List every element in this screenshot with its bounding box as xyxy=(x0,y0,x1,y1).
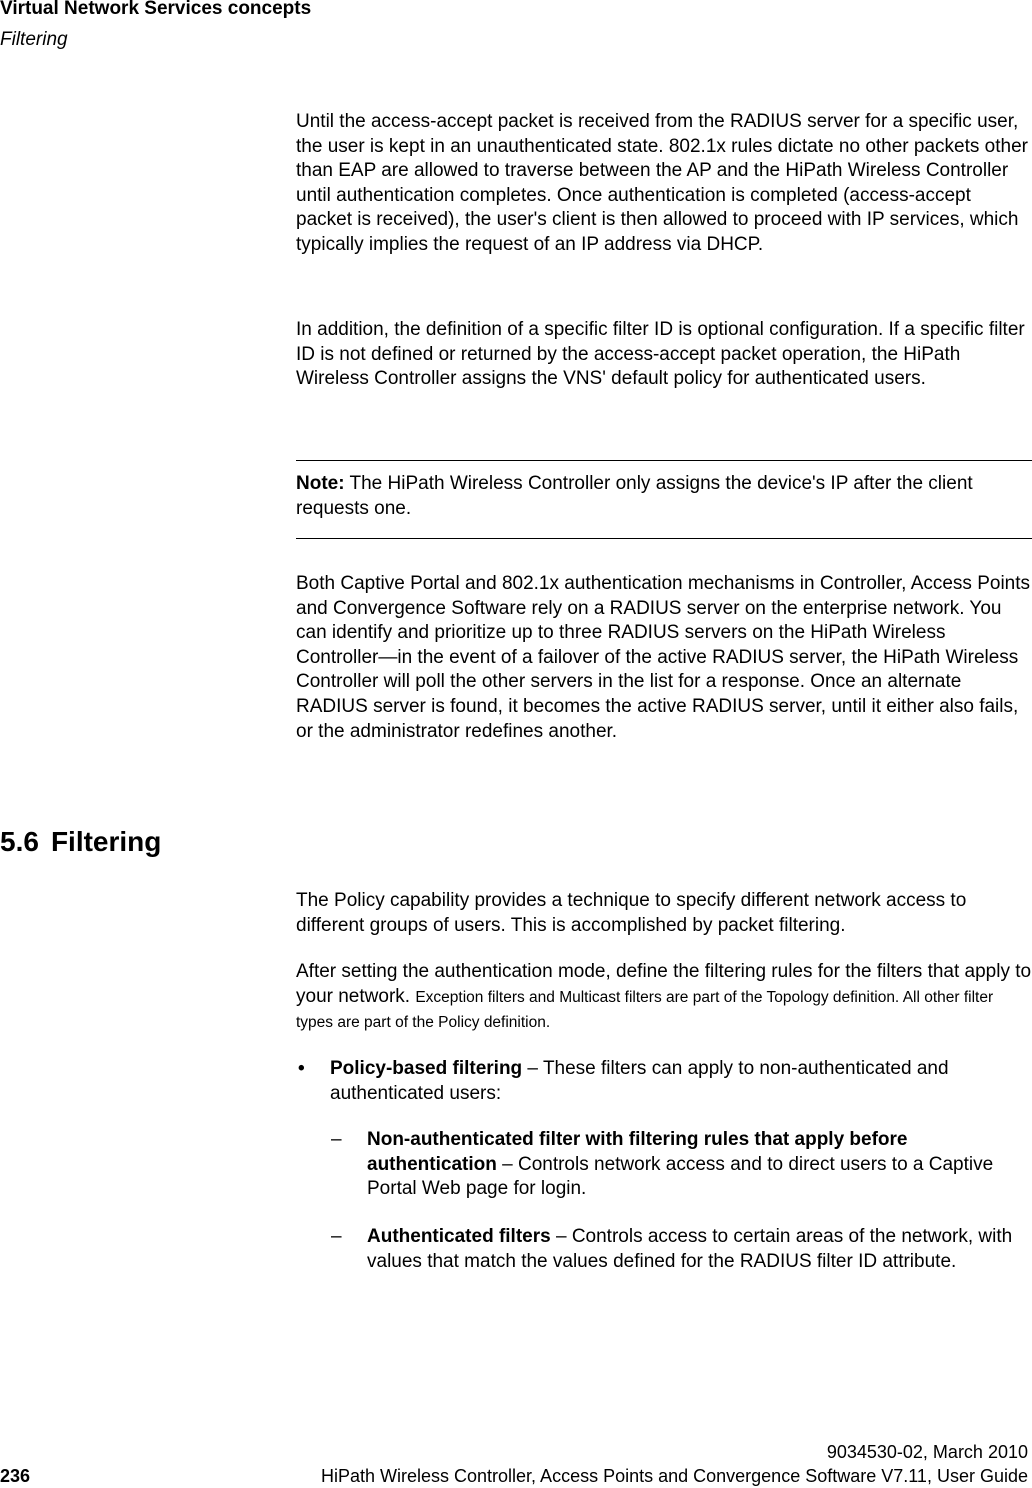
footer-document-number: 9034530-02, March 2010 xyxy=(826,1442,1028,1462)
note xyxy=(296,472,1032,521)
paragraph-access-accept: Until the access-accept packet is received from the RADIUS server for a specific user, the user is kept in an unauthenticated state. 802.1x rules dictate no other packets other than EAP are allowed to traverse between the AP and the HiPath Wireless Controller until authentication completes. Once authentication is completed (access-accept packet is received), the user's client is then allowed to proceed with IP services, which typically implies the request of an IP address via DHCP. xyxy=(296,111,1028,255)
section-title: Filtering xyxy=(50,826,162,857)
subitem-term: Non-authenticated filter with filtering rules that apply before authentication xyxy=(367,1129,908,1175)
paragraph-filter-id: In addition, the definition of a specific filter ID is optional configuration. If a specific filter ID is not defined or returned by the access-accept packet operation, the HiPath Wireless Controller assigns the VNS' default policy for authenticated users. xyxy=(296,319,1025,390)
subitem-non-authenticated-filter xyxy=(367,1128,1030,1202)
footer-page-number: 236 xyxy=(0,1466,31,1486)
section-heading xyxy=(0,824,161,860)
subitem-term: Authenticated filters xyxy=(367,1226,551,1247)
filtering-rules-text: After setting the authentication mode, define the filtering rules for the filters that apply to your network. xyxy=(296,961,1032,1007)
running-header-section: Filtering xyxy=(0,29,68,50)
subitem-authenticated-filters xyxy=(367,1225,1030,1274)
paragraph-policy-capability: The Policy capability provides a technique to specify different network access to different groups of users. This is accomplished by packet filtering. xyxy=(296,890,967,936)
bullet-term: Policy-based filtering xyxy=(330,1058,523,1079)
section-number: 5.6 xyxy=(0,826,39,857)
note-text: The HiPath Wireless Controller only assigns the device's IP after the client requests one. xyxy=(296,473,973,519)
filtering-rules-small-text: Exception filters and Multicast filters are part of the Topology definition. All other filter types are part of the Policy definition. xyxy=(296,988,994,1032)
paragraph-filtering-rules xyxy=(296,960,1032,1036)
note-bottom-rule xyxy=(296,538,1032,539)
paragraph-radius-servers: Both Captive Portal and 802.1x authentication mechanisms in Controller, Access Points and Convergence Software rely on a RADIUS server on the enterprise network. You can identify and prioritize up to three RADIUS servers on the HiPath Wireless Controller—in the event of a failover of the active RADIUS server, the HiPath Wireless Controller will poll the other servers in the list for a response. Once an alternate RADIUS server is found, it becomes the active RADIUS server, until it either also fails, or the administrator redefines another. xyxy=(296,573,1031,742)
subitem-description: – Controls network access and to direct users to a Captive Portal Web page for login. xyxy=(367,1153,994,1200)
subitem-description: – Controls access to certain areas of the network, with values that match the values defined for the RADIUS filter ID attribute. xyxy=(367,1226,1013,1272)
footer-document-title: HiPath Wireless Controller, Access Points and Convergence Software V7.11, User Guide xyxy=(320,1466,1028,1486)
bullet-marker: • xyxy=(298,1058,305,1079)
bullet-description: – These filters can apply to non-authenticated and authenticated users: xyxy=(330,1058,949,1104)
note-top-rule xyxy=(296,460,1032,461)
note-label: Note: xyxy=(296,473,345,494)
dash-marker: – xyxy=(331,1226,342,1247)
running-header-chapter: Virtual Network Services concepts xyxy=(0,0,312,19)
dash-marker: – xyxy=(331,1129,342,1150)
bullet-item-policy-based-filtering xyxy=(330,1057,1030,1106)
